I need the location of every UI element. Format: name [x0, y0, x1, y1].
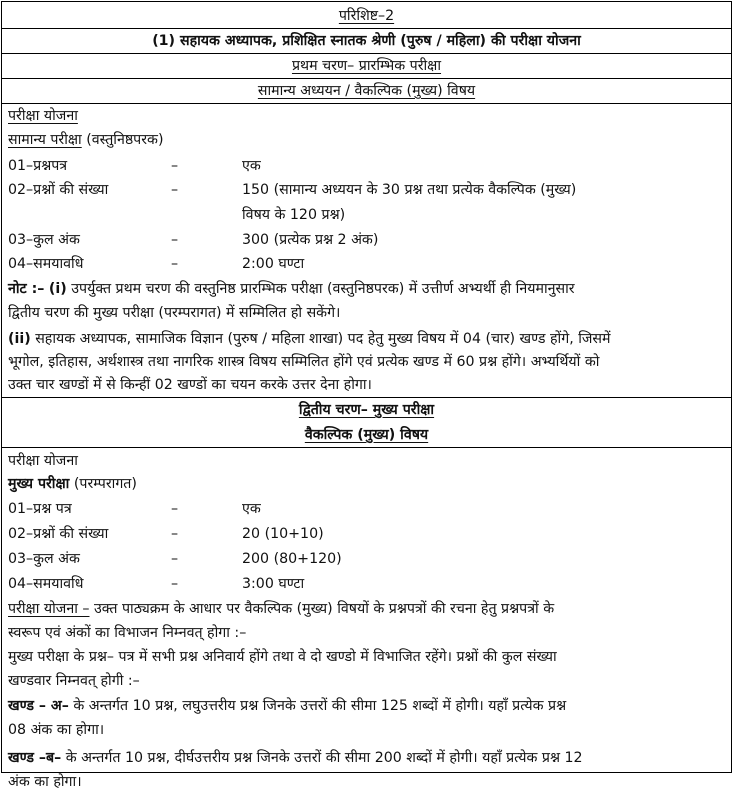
note-ii [8, 327, 725, 351]
prelim-row-continuation [8, 203, 725, 227]
mains-exam-type [8, 472, 725, 496]
prelim-row [8, 228, 725, 252]
mains-row [8, 547, 725, 571]
mains-row [8, 572, 725, 596]
row-label: 03–कुल अंक [8, 551, 80, 567]
exam-type-note: (वस्तुनिष्ठपरक) [86, 132, 164, 148]
stage1-heading: प्रथम चरण– प्रारम्भिक परीक्षा [291, 58, 442, 74]
prelim-row [8, 252, 725, 276]
mains-row [8, 497, 725, 521]
row-label: 01–प्रश्नपत्र [8, 158, 68, 174]
paper-paragraph-line2: खण्डवार निम्नवत् होगी :– [8, 673, 140, 689]
stage2-heading: द्वितीय चरण– मुख्य परीक्षा [298, 402, 435, 418]
paper-paragraph-line1: मुख्य परीक्षा के प्रश्न– पत्र में सभी प्रश्न अनिवार्य होंगे तथा वे दो खण्डो में विभाजित रहेंगे। प्रश्नों की कुल संख्या [8, 649, 557, 665]
section-b-line2: अंक का होगा। [8, 774, 82, 790]
row-value: 200 (80+120) [242, 551, 342, 567]
note-label: नोट :– [8, 281, 45, 297]
row-dash: – [171, 551, 179, 567]
prelim-row [8, 178, 725, 202]
mains-subject-heading: वैकल्पिक (मुख्य) विषय [304, 427, 429, 443]
scheme-paragraph-label: परीक्षा योजना – [8, 601, 90, 617]
row-label: 03–कुल अंक [8, 232, 80, 248]
section-a-text: के अन्तर्गत 10 प्रश्न, लघुउत्तरीय प्रश्न जिनके उत्तरों की सीमा 125 शब्दों में होगी। यहाँ प्रत्येक प्रश्न [73, 698, 567, 714]
subjects-heading: सामान्य अध्ययन / वैकल्पिक (मुख्य) विषय [257, 83, 476, 99]
row-label: 01–प्रश्न पत्र [8, 501, 72, 517]
section-a-line2: 08 अंक का होगा। [8, 722, 105, 738]
scheme-paragraph-text: उक्त पाठ्यक्रम के आधार पर वैकल्पिक (मुख्य) विषयों के प्रश्नपत्रों की रचना हेतु प्रश्नपत्रों के [94, 601, 555, 617]
row-dash: – [171, 182, 179, 198]
exam-type-label: सामान्य परीक्षा [8, 132, 82, 148]
note-i [8, 277, 725, 301]
row-value: 20 (10+10) [242, 526, 324, 542]
prelim-row [8, 154, 725, 178]
note-marker: (i) [48, 281, 67, 297]
note-ii-line3: उक्त चार खण्डों में से किन्हीं 02 खण्डों का चयन करके उत्तर देना होगा। [8, 377, 372, 393]
note-ii-line2: भूगोल, इतिहास, अर्थशास्त्र तथा नागरिक शास्त्र विषय सम्मिलित होंगे एवं प्रत्येक खण्ड में 60 प्रश्न होंगे। अभ्यर्थियों को [8, 354, 600, 370]
appendix-title: परिशिष्ट–2 [338, 8, 395, 24]
row-label: 04–समयावधि [8, 256, 84, 272]
section-a [8, 694, 725, 718]
note-i-line2: द्वितीय चरण की मुख्य परीक्षा (परम्परागत) में सम्मिलित हो सकेंगे। [8, 305, 341, 321]
row-dash: – [171, 232, 179, 248]
row-dash: – [171, 576, 179, 592]
prelim-scheme-heading: परीक्षा योजना [8, 108, 78, 124]
exam-type-note: (परम्परागत) [73, 476, 137, 492]
section-b-label: खण्ड –ब– [8, 750, 62, 766]
section-b [8, 746, 725, 770]
row-value: 300 (प्रत्येक प्रश्न 2 अंक) [242, 232, 379, 248]
note-text: सहायक अध्यापक, सामाजिक विज्ञान (पुरुष / महिला शाखा) पद हेतु मुख्य विषय में 04 (चार) खण्ड होंगे, जिसमें [35, 331, 611, 347]
row-value: 2:00 घण्टा [242, 256, 305, 272]
mains-scheme-heading: परीक्षा योजना [8, 453, 78, 469]
document-title: (1) सहायक अध्यापक, प्रशिक्षित स्नातक श्रेणी (पुरुष / महिला) की परीक्षा योजना [152, 33, 581, 49]
document-page [1, 1, 732, 790]
divider [2, 447, 731, 448]
section-b-text: के अन्तर्गत 10 प्रश्न, दीर्घउत्तरीय प्रश्न जिनके उत्तरों की सीमा 200 शब्दों में होगी। यहाँ प्रत्येक प्रश्न 12 [65, 750, 583, 766]
row-dash: – [171, 158, 179, 174]
prelim-exam-type [8, 128, 725, 152]
row-value: 3:00 घण्टा [242, 576, 305, 592]
scheme-paragraph [8, 597, 725, 621]
row-label: 04–समयावधि [8, 576, 84, 592]
row-dash: – [171, 526, 179, 542]
scheme-paragraph-line2: स्वरूप एवं अंकों का विभाजन निम्नवत् होगा :– [8, 625, 247, 641]
row-dash: – [171, 501, 179, 517]
note-text: उपर्युक्त प्रथम चरण की वस्तुनिष्ठ प्रारम्भिक परीक्षा (वस्तुनिष्ठपरक) में उत्तीर्ण अभ्यर्थी ही नियमानुसार [71, 281, 575, 297]
row-label: 02–प्रश्नों की संख्या [8, 526, 109, 542]
row-label: 02–प्रश्नों की संख्या [8, 182, 109, 198]
row-value: एक [242, 501, 261, 517]
row-value: एक [242, 158, 261, 174]
row-dash: – [171, 256, 179, 272]
row-value: 150 (सामान्य अध्ययन के 30 प्रश्न तथा प्रत्येक वैकल्पिक (मुख्य) [242, 182, 577, 198]
note-marker: (ii) [8, 331, 31, 347]
row-value: विषय के 120 प्रश्न) [242, 207, 346, 223]
section-a-label: खण्ड – अ– [8, 698, 69, 714]
mains-row [8, 522, 725, 546]
exam-type-label: मुख्य परीक्षा [8, 476, 70, 492]
